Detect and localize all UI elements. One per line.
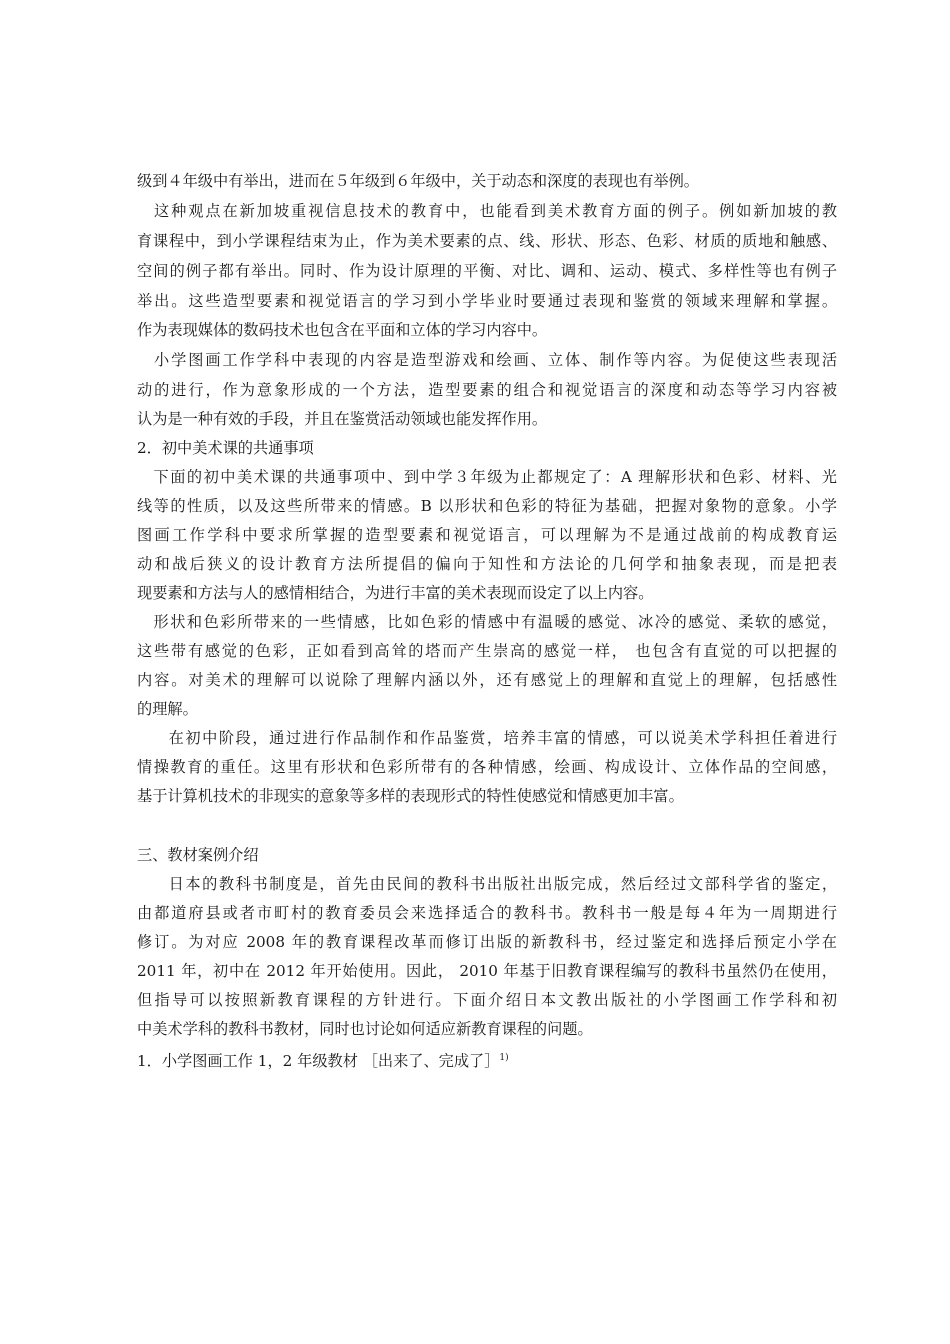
text-line: 小学图画工作学科中表现的内容是造型游戏和绘画、立体、制作等内容。为促使这些表现活: [152, 351, 837, 369]
text-line: 线等的性质，以及这些所带来的情感。B 以形状和色彩的特征为基础，把握对象物的意象。小学: [137, 497, 837, 515]
text-line: 动和战后狭义的设计教育方法所提倡的偏向于知性和方法论的几何学和抽象表现，而是把表: [137, 555, 837, 573]
text-line: 但指导可以按照新教育课程的方针进行。下面介绍日本文教出版社的小学图画工作学科和初: [137, 991, 837, 1009]
footnote-marker: 1): [499, 1053, 509, 1063]
section-heading: 三、教材案例介绍: [137, 846, 259, 864]
text-line: 下面的初中美术课的共通事项中、到中学３年级为止都规定了：A 理解形状和色彩、材料、光: [152, 468, 837, 486]
text-line: 由都道府县或者市町村的教育委员会来选择适合的教科书。教科书一般是每４年为一周期进行: [137, 904, 837, 922]
text-line: 的理解。: [137, 700, 198, 718]
text-line: 形状和色彩所带来的一些情感，比如色彩的情感中有温暖的感觉、冰冷的感觉、柔软的感觉，: [152, 613, 837, 631]
text-line: 日本的教科书制度是，首先由民间的教科书出版社出版完成，然后经过文部科学省的鉴定，: [167, 875, 837, 893]
text-line: 级到４年级中有举出，进而在５年级到６年级中，关于动态和深度的表现也有举例。: [137, 172, 699, 190]
text-line: 情操教育的重任。这里有形状和色彩所带有的各种情感，绘画、构成设计、立体作品的空间感，: [137, 758, 837, 776]
text-line: 空间的例子都有举出。同时、作为设计原理的平衡、对比、调和、运动、模式、多样性等也有例子: [137, 262, 837, 280]
text-line: 现要素和方法与人的感情相结合，为进行丰富的美术表现而设定了以上内容。: [137, 584, 654, 602]
text-line: 这种观点在新加坡重视信息技术的教育中，也能看到美术教育方面的例子。例如新加坡的教: [152, 202, 837, 220]
section-heading: 1．小学图画工作 1，2 年级教材 ［出来了、完成了］$^{1)}$: [137, 1052, 509, 1070]
text-line: 这些带有感觉的色彩，正如看到高耸的塔而产生崇高的感觉一样， 也包含有直觉的可以把握的: [137, 642, 837, 660]
text-line: 中美术学科的教科书教材，同时也讨论如何适应新教育课程的问题。: [137, 1020, 593, 1038]
section-heading: 2．初中美术课的共通事项: [137, 439, 314, 457]
text-line: 动的进行，作为意象形成的一个方法，造型要素的组合和视觉语言的深度和动态等学习内容被: [137, 381, 837, 399]
text-line: 2011 年，初中在 2012 年开始使用。因此， 2010 年基于旧教育课程编写的教科书虽然仍在使用，: [137, 962, 837, 980]
text-line: 基于计算机技术的非现实的意象等多样的表现形式的特性使感觉和情感更加丰富。: [137, 787, 684, 805]
text-line: 修订。为对应 2008 年的教育课程改革而修订出版的新教科书，经过鉴定和选择后预定小学在: [137, 933, 837, 951]
text-line: 举出。这些造型要素和视觉语言的学习到小学毕业时要通过表现和鉴赏的领域来理解和掌握。: [137, 292, 837, 310]
text-line: 在初中阶段，通过进行作品制作和作品鉴赏，培养丰富的情感，可以说美术学科担任着进行: [167, 729, 837, 747]
text-line: 图画工作学科中要求所掌握的造型要素和视觉语言，可以理解为不是通过战前的构成教育运: [137, 526, 837, 544]
text-line: 内容。对美术的理解可以说除了理解内涵以外，还有感觉上的理解和直觉上的理解，包括感性: [137, 671, 837, 689]
text-line: 认为是一种有效的手段，并且在鉴赏活动领域也能发挥作用。: [137, 410, 548, 428]
text-line: 育课程中，到小学课程结束为止，作为美术要素的点、线、形状、形态、色彩、材质的质地和触感、: [137, 232, 837, 250]
text-line: 作为表现媒体的数码技术也包含在平面和立体的学习内容中。: [137, 321, 548, 339]
